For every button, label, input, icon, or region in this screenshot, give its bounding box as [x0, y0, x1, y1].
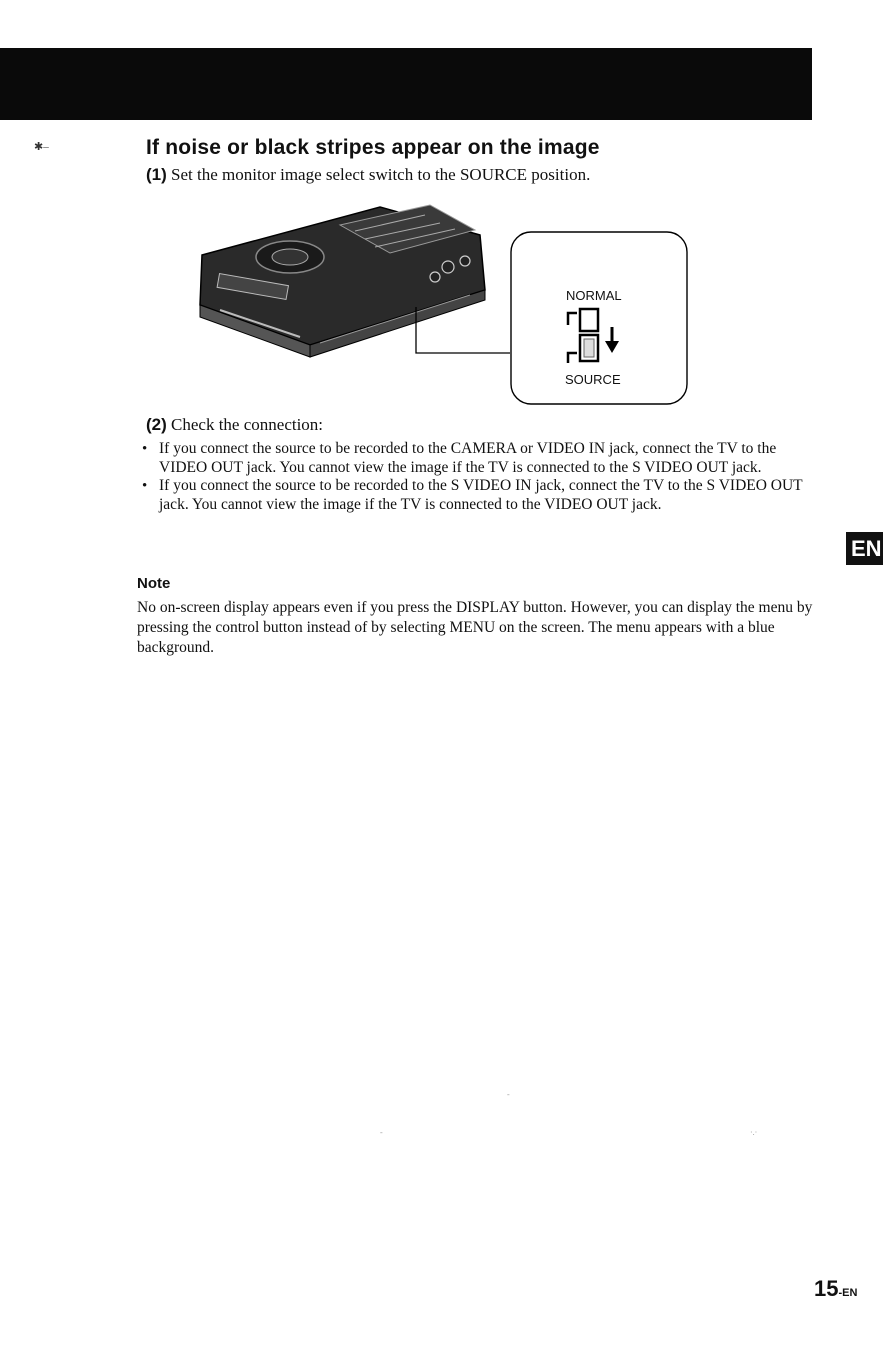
- language-tab: EN: [846, 532, 883, 565]
- step-2-number: (2): [146, 415, 167, 434]
- step-1-number: (1): [146, 165, 167, 184]
- page-number-value: 15: [814, 1276, 839, 1301]
- scan-speck: -: [507, 1090, 510, 1099]
- device-illustration: [190, 195, 710, 415]
- scan-speck: -: [380, 1128, 383, 1137]
- page-number-suffix: -EN: [838, 1287, 858, 1299]
- switch-label-source: SOURCE: [565, 372, 621, 387]
- connection-figure: [190, 195, 710, 415]
- step-2-text: Check the connection:: [171, 415, 324, 434]
- note-heading: Note: [137, 575, 171, 592]
- scan-speck: ·.·: [750, 1128, 758, 1137]
- step-1: [146, 165, 590, 185]
- bullet-item-1: • If you connect the source to be recorded to the CAMERA or VIDEO IN jack, connect the TV to the VIDEO OUT jack. You cannot view the image if the TV is connected to the S VIDEO OUT jack.: [140, 440, 820, 477]
- step-2: [146, 415, 323, 435]
- connection-bullets: [140, 440, 820, 514]
- step-1-text: Set the monitor image select switch to the SOURCE position.: [171, 165, 591, 184]
- margin-mark: ✱–: [34, 141, 49, 153]
- switch-label-normal: NORMAL: [566, 288, 622, 303]
- bullet-item-2: • If you connect the source to be recorded to the S VIDEO IN jack, connect the TV to the S VIDEO OUT jack. You cannot view the image if the TV is connected to the VIDEO OUT jack.: [140, 477, 820, 514]
- page-number: [814, 1276, 857, 1302]
- header-bar: [0, 48, 812, 120]
- note-text: No on-screen display appears even if you press the DISPLAY button. However, you can display the menu by pressing the control button instead of by selecting MENU on the screen. The menu appears with a blue background.: [137, 599, 813, 656]
- section-title: If noise or black stripes appear on the image: [146, 136, 600, 159]
